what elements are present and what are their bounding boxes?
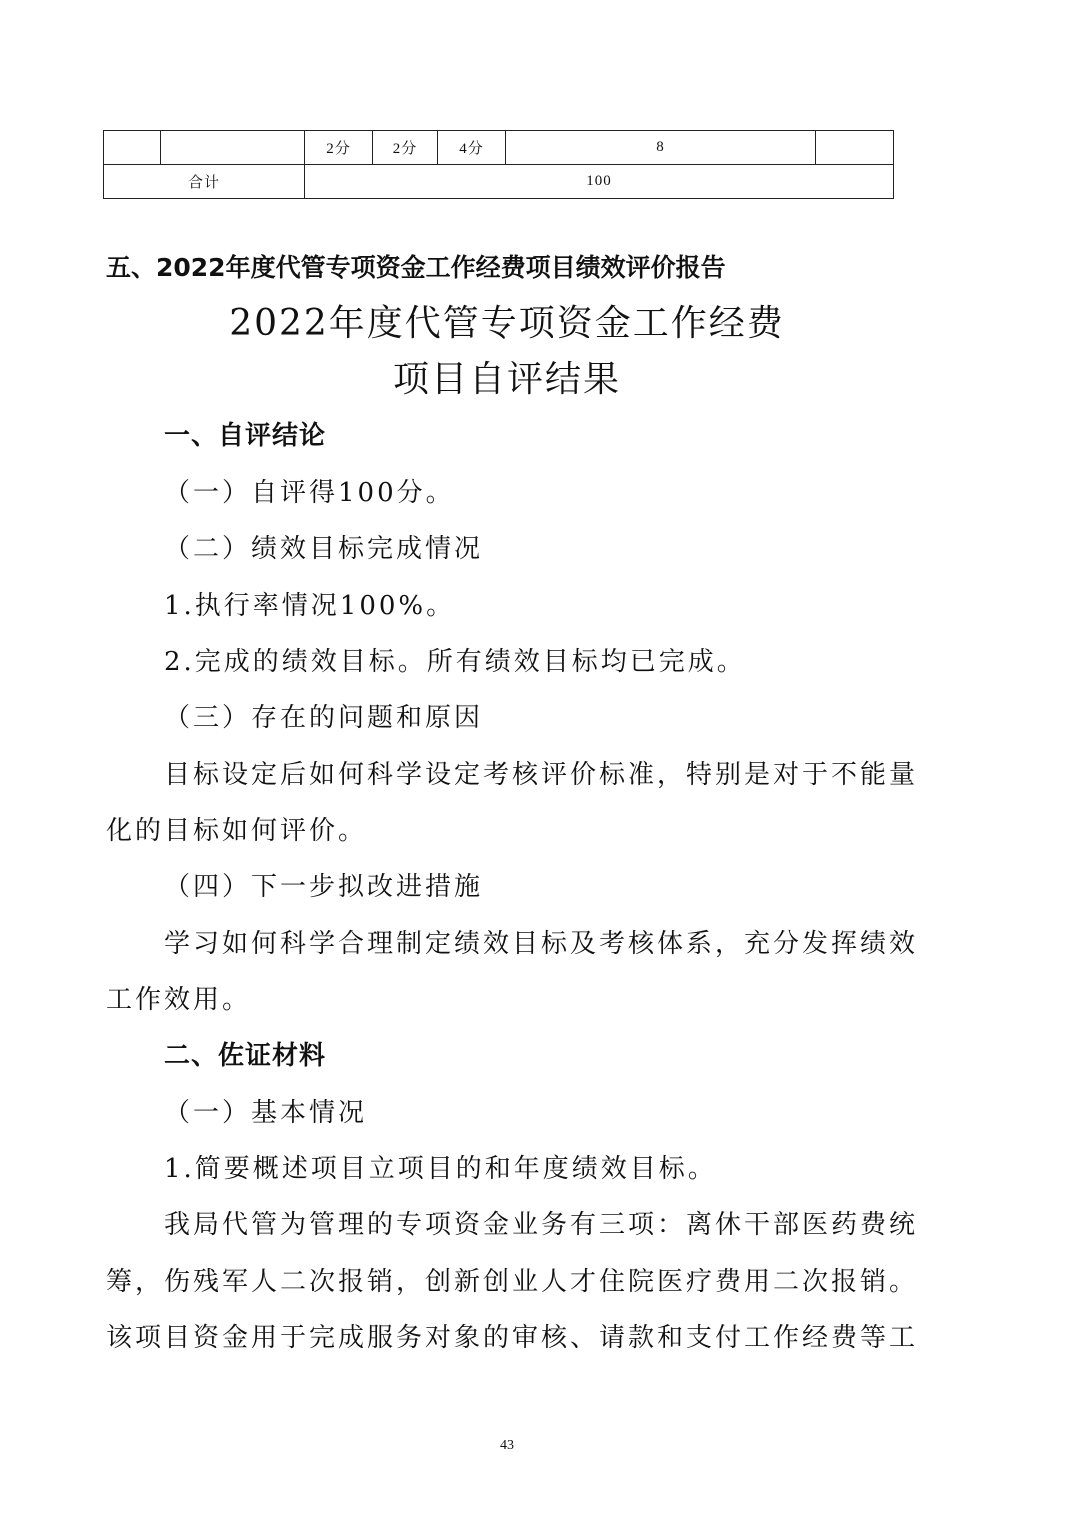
heading-evidence: 二、佐证材料 — [164, 1041, 327, 1071]
table-row — [104, 131, 894, 165]
paragraph-next-steps-heading: （四）下一步拟改进措施 — [164, 872, 484, 902]
heading-conclusion: 一、自评结论 — [164, 421, 327, 451]
total-value: 100 — [305, 165, 894, 199]
table-cell: 2分 — [373, 131, 438, 165]
paragraph-problems-line1: 目标设定后如何科学设定考核评价标准，特别是对于不能量 — [164, 760, 918, 790]
table-cell: 2分 — [305, 131, 373, 165]
paragraph-summary-heading: 1.简要概述项目立项目的和年度绩效目标。 — [164, 1154, 717, 1184]
paragraph-execution-rate: 1.执行率情况100%。 — [164, 591, 456, 621]
table-cell — [161, 131, 305, 165]
paragraph-summary-line3: 该项目资金用于完成服务对象的审核、请款和支付工作经费等工 — [106, 1323, 918, 1353]
paragraph-score: （一）自评得100分。 — [164, 478, 455, 508]
paragraph-goals-done: 2.完成的绩效目标。所有绩效目标均已完成。 — [164, 647, 746, 677]
table-cell: 4分 — [438, 131, 506, 165]
section-heading: 五、2022年度代管专项资金工作经费项目绩效评价报告 — [106, 253, 726, 282]
table-row-total — [104, 165, 894, 199]
total-label: 合计 — [104, 165, 305, 199]
paragraph-goal-status: （二）绩效目标完成情况 — [164, 534, 484, 564]
paragraph-next-steps-line1: 学习如何科学合理制定绩效目标及考核体系，充分发挥绩效 — [164, 929, 918, 959]
paragraph-summary-line1: 我局代管为管理的专项资金业务有三项：离休干部医药费统 — [164, 1210, 918, 1240]
paragraph-problems-heading: （三）存在的问题和原因 — [164, 703, 484, 733]
paragraph-basic-info: （一）基本情况 — [164, 1098, 368, 1128]
report-title-line2: 项目自评结果 — [392, 359, 621, 400]
table-cell: 8 — [506, 131, 816, 165]
table-cell — [104, 131, 161, 165]
table-cell — [816, 131, 894, 165]
paragraph-summary-line2: 筹，伤残军人二次报销，创新创业人才住院医疗费用二次报销。 — [106, 1267, 918, 1297]
page-number: 43 — [500, 1438, 514, 1453]
score-table — [103, 130, 894, 199]
report-title-line1: 2022年度代管专项资金工作经费 — [229, 303, 785, 344]
paragraph-problems-line2: 化的目标如何评价。 — [106, 816, 368, 846]
paragraph-next-steps-line2: 工作效用。 — [106, 985, 252, 1015]
